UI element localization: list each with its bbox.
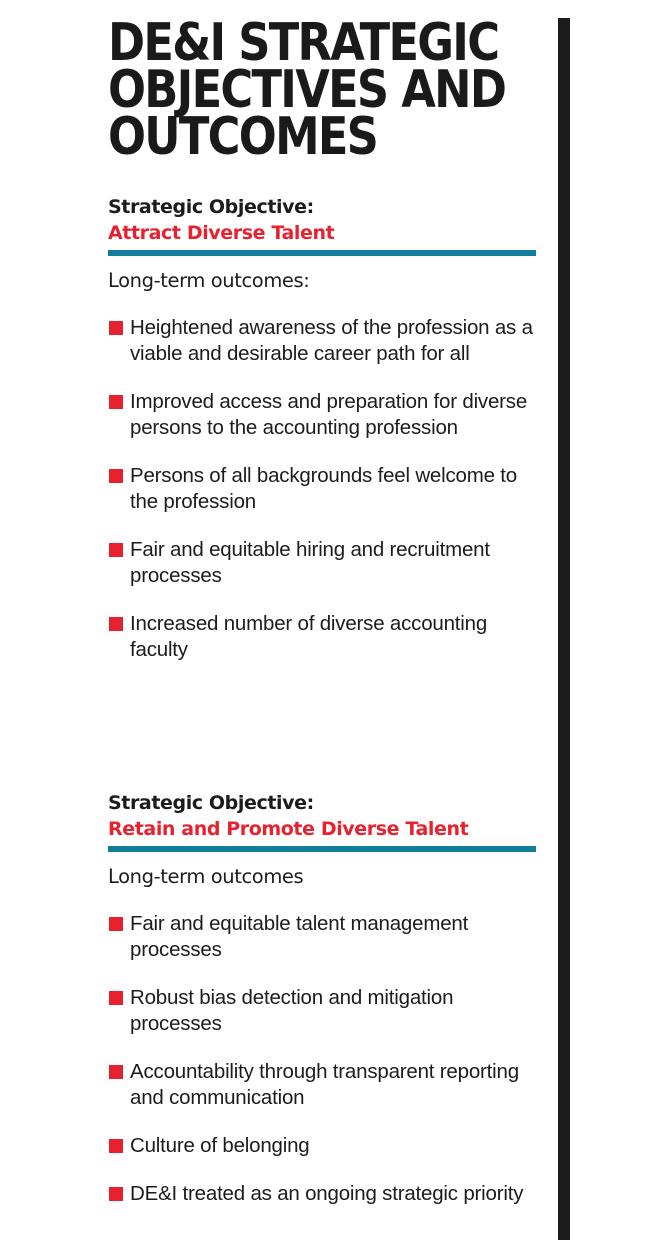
outcome-text: Culture of belonging	[130, 1134, 310, 1157]
outcomes-heading: Long-term outcomes:	[108, 269, 310, 292]
outcome-item	[108, 389, 536, 441]
outcome-item	[108, 1181, 536, 1207]
red-square-bullet-icon	[109, 469, 123, 483]
outcome-item	[108, 315, 536, 367]
outcomes-list	[108, 911, 536, 1207]
objective-title: Retain and Promote Diverse Talent	[108, 818, 469, 840]
outcome-text: DE&I treated as an ongoing strategic priority	[130, 1182, 524, 1205]
objective-section-attract	[108, 194, 536, 663]
outcomes-heading: Long-term outcomes	[108, 865, 304, 888]
page-title-line: OBJECTIVES AND	[108, 60, 506, 120]
outcome-item	[108, 537, 536, 589]
outcome-text: Fair and equitable hiring and recruitment processes	[130, 538, 490, 587]
outcome-item	[108, 611, 536, 663]
red-square-bullet-icon	[109, 395, 123, 409]
red-square-bullet-icon	[109, 321, 123, 335]
outcome-item	[108, 1059, 536, 1111]
outcome-text: Increased number of diverse accounting faculty	[130, 612, 488, 661]
objective-title: Attract Diverse Talent	[108, 222, 335, 244]
red-square-bullet-icon	[109, 991, 123, 1005]
section-rule	[108, 846, 536, 852]
outcome-item	[108, 1133, 536, 1159]
objective-label: Strategic Objective:	[108, 792, 314, 814]
outcome-item	[108, 463, 536, 515]
red-square-bullet-icon	[109, 1187, 123, 1201]
page-title-line: OUTCOMES	[108, 107, 378, 167]
red-square-bullet-icon	[109, 917, 123, 931]
outcome-text: Improved access and preparation for diverse persons to the accounting profession	[130, 390, 528, 439]
red-square-bullet-icon	[109, 1065, 123, 1079]
outcome-item	[108, 911, 536, 963]
page-title	[108, 13, 506, 167]
objective-label: Strategic Objective:	[108, 196, 314, 218]
red-square-bullet-icon	[109, 617, 123, 631]
page-title-line: DE&I STRATEGIC	[108, 13, 499, 73]
outcome-item	[108, 985, 536, 1037]
outcome-text: Heightened awareness of the profession as a viable and desirable career path for all	[130, 316, 533, 365]
outcome-text: Persons of all backgrounds feel welcome to the profession	[130, 464, 518, 513]
outcome-text: Accountability through transparent reporting and communication	[130, 1060, 519, 1109]
section-rule	[108, 250, 536, 256]
outcome-text: Fair and equitable talent management processes	[130, 912, 469, 961]
red-square-bullet-icon	[109, 1139, 123, 1153]
vertical-divider-bar	[558, 18, 570, 1240]
outcomes-list	[108, 315, 536, 663]
objective-section-retain	[108, 790, 536, 1207]
red-square-bullet-icon	[109, 543, 123, 557]
outcome-text: Robust bias detection and mitigation processes	[130, 986, 454, 1035]
